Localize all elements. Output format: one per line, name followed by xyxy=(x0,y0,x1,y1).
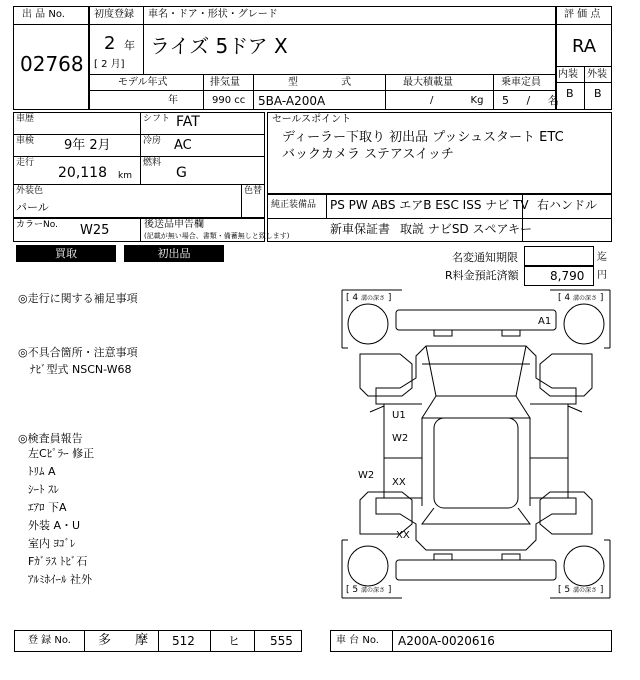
fuel-value: G xyxy=(176,165,187,181)
damage-mark-w2-side: W2 xyxy=(358,470,375,481)
chassis-number: A200A-0020616 xyxy=(398,634,495,648)
tire-front-right-label: [ 4 溝の深さ ] xyxy=(558,293,604,303)
mileage-value: 20,118 xyxy=(58,165,107,181)
model-label: 型 式 xyxy=(288,77,372,88)
model-year-label: モデル年式 xyxy=(118,77,168,88)
name-change-label: 名変通知期限 xyxy=(452,251,518,264)
inspector-item: 外装 A・U xyxy=(28,519,81,532)
defect-item: ﾅﾋﾞ型式 NSCN-W68 xyxy=(30,363,132,376)
inspector-item: ｼｰﾄ ｽﾚ xyxy=(28,483,59,496)
tire-rear-right-label: [ 5 溝の深さ ] xyxy=(558,585,604,595)
recycle-label: R料金預託済額 xyxy=(445,269,519,282)
defects-title: ◎不具合箇所・注意事項 xyxy=(18,346,138,359)
history-label: 車歴 xyxy=(16,114,35,124)
driving-remarks-title: ◎走行に関する補足事項 xyxy=(18,292,138,305)
first-reg-label: 初度登録 xyxy=(94,9,134,20)
damage-mark-w2-front: W2 xyxy=(392,433,409,444)
car-name: ライズ 5ドア X xyxy=(150,34,288,58)
fuel-label: 燃料 xyxy=(143,158,162,168)
car-name-label: 車名・ドア・形状・グレード xyxy=(148,9,278,20)
buy-badge: 買取 xyxy=(16,245,116,262)
sales-point-label: セールスポイント xyxy=(272,114,352,125)
max-load-value: / Kg xyxy=(430,95,484,106)
registration-number: 555 xyxy=(270,634,293,648)
color-change-label: 色替 xyxy=(244,186,263,196)
spec-box xyxy=(13,112,265,218)
recycle-suffix: 円 xyxy=(597,270,607,281)
first-reg-month: [ 2 月] xyxy=(94,59,125,70)
mileage-unit: km xyxy=(118,171,132,181)
damage-mark-xx-rear: XX xyxy=(396,530,410,541)
registration-kana: ヒ xyxy=(228,634,241,648)
tire-front-left-label: [ 4 溝の深さ ] xyxy=(346,293,392,303)
equipment-value: PS PW ABS エアB ESC ISS ナビ TV xyxy=(330,198,529,212)
interior-label: 内装 xyxy=(558,69,578,80)
exterior-grade: B xyxy=(594,87,602,100)
retrofit-note: (記載が無い場合、書類・備蓄無しと致します) xyxy=(144,232,290,240)
model-value: 5BA-A200A xyxy=(258,94,326,108)
equipment-label: 純正装備品 xyxy=(271,200,317,210)
damage-mark-xx-door: XX xyxy=(392,477,406,488)
inspector-item: ｴｱﾛ 下A xyxy=(28,501,67,514)
recycle-value: 8,790 xyxy=(550,269,585,283)
inspection-value: 9年 2月 xyxy=(64,138,111,153)
ext-color-value: パール xyxy=(16,201,49,214)
registration-class: 512 xyxy=(172,634,195,648)
inspector-item: 室内 ﾖｺﾞﾚ xyxy=(28,537,76,550)
first-reg-year: 2 xyxy=(104,33,116,54)
capacity-label: 乗車定員 xyxy=(501,77,541,88)
ac-value: AC xyxy=(174,138,192,153)
exterior-label: 外装 xyxy=(587,69,607,80)
sales-point-line2: バックカメラ ステアスイッチ xyxy=(282,147,454,162)
rating-value: RA xyxy=(572,36,597,57)
first-listing-badge: 初出品 xyxy=(124,245,224,262)
shift-value: FAT xyxy=(176,114,200,130)
ext-color-label: 外装色 xyxy=(16,186,44,196)
chassis-label: 車 台 No. xyxy=(336,635,379,646)
inspector-item: Fｶﾞﾗｽ ﾄﾋﾞ石 xyxy=(28,555,88,568)
mileage-label: 走行 xyxy=(16,158,35,168)
inspector-item: ﾄﾘﾑ A xyxy=(28,465,56,478)
rating-label: 評 価 点 xyxy=(564,9,601,20)
sales-point-line1: ディーラー下取り 初出品 プッシュスタート ETC xyxy=(282,130,564,145)
name-change-suffix: 迄 xyxy=(597,252,607,263)
tire-rear-left-label: [ 5 溝の深さ ] xyxy=(346,585,392,595)
color-no-label: カラーNo. xyxy=(16,220,58,230)
lot-label: 出 品 No. xyxy=(22,9,65,20)
registration-area: 多 摩 xyxy=(98,633,159,648)
displacement-value: 990 cc xyxy=(212,95,246,106)
retrofit-label: 後送品申告欄 xyxy=(144,219,204,230)
lot-number: 02768 xyxy=(20,52,84,76)
year-unit: 年 xyxy=(124,39,135,52)
model-year-unit: 年 xyxy=(168,95,178,106)
warranty-label: 新車保証書 xyxy=(330,222,391,236)
warranty-items: 取説 ナビSD スペアキー xyxy=(400,222,533,236)
damage-mark-front-bumper: A1 xyxy=(538,316,552,327)
vehicle-damage-diagram xyxy=(340,288,612,600)
registration-label: 登 録 No. xyxy=(28,635,71,646)
capacity-value: 5 / 名 xyxy=(502,94,559,107)
steering-side: 右ハンドル xyxy=(537,198,598,212)
inspector-title: ◎検査員報告 xyxy=(18,432,83,445)
inspector-item: 左Cﾋﾟﾗｰ 修正 xyxy=(28,447,95,460)
color-no-value: W25 xyxy=(80,223,110,238)
displacement-label: 排気量 xyxy=(210,77,240,88)
inspector-item: ｱﾙﾐﾎｲｰﾙ 社外 xyxy=(28,573,92,586)
inspection-label: 車検 xyxy=(16,136,35,146)
interior-grade: B xyxy=(566,87,574,100)
shift-label: シフト xyxy=(143,114,171,124)
name-change-box xyxy=(524,246,594,266)
ac-label: 冷房 xyxy=(143,136,162,146)
max-load-label: 最大積載量 xyxy=(403,77,453,88)
damage-mark-u1: U1 xyxy=(392,410,406,421)
